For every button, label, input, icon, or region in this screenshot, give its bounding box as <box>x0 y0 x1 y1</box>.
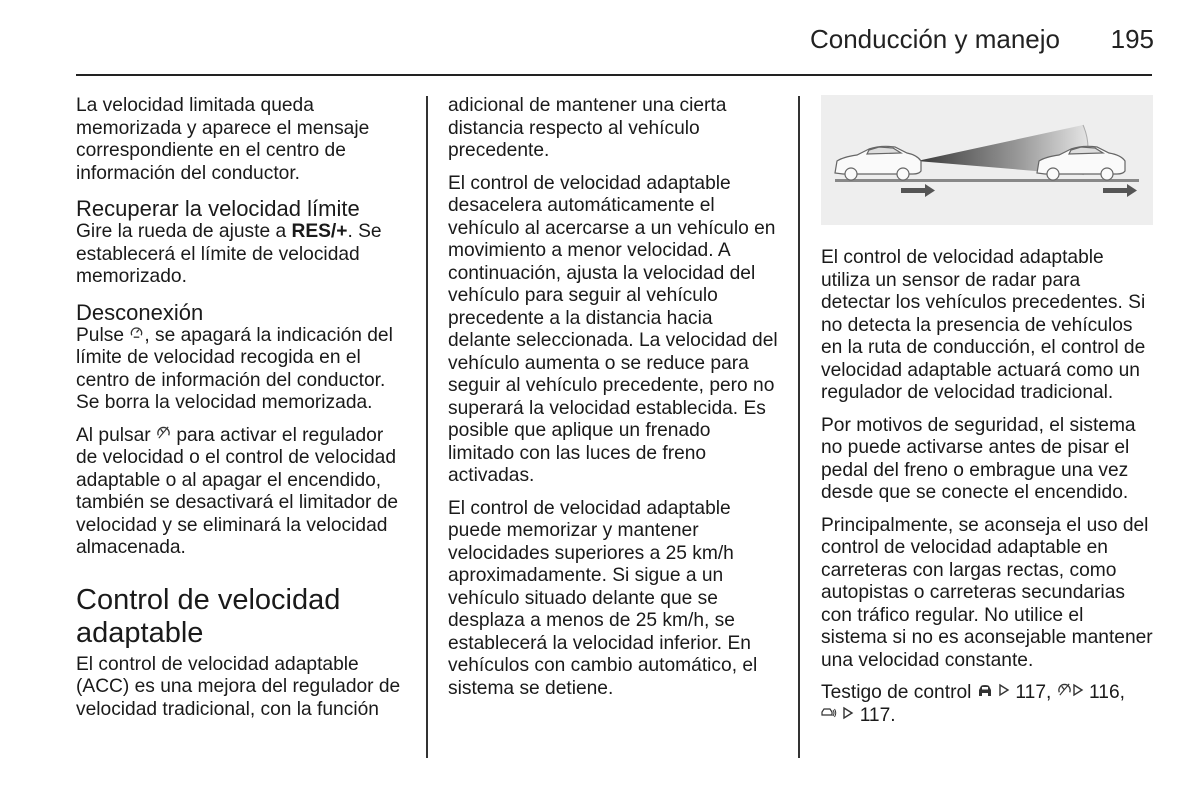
column-2 <box>448 95 778 700</box>
text-fragment: Gire la rueda de ajuste a <box>76 221 292 242</box>
paragraph-acc-decelerate: El control de velocidad adaptable desacelera automáticamente el vehículo al acercarse a un vehículo en movimiento a menor velocidad. A continuación, ajusta la velocidad del vehículo para seguir al vehículo precedente a la distancia hacia delante seleccionada. La velocidad del vehículo aumenta o se reduce para seguir al vehículo precedente, pero no superará la velocidad establecida. Es posible que aplique un frenado limitado con las luces de freno activadas. <box>448 172 778 486</box>
radar-sensor-icon <box>821 705 837 728</box>
paragraph-acc-speeds: El control de velocidad adaptable puede memorizar y mantener velocidades superiores a 25 km/h aproximadamente. Si sigue a un vehículo situado delante que se desplaza a menos de 25 km/h, se establecerá la velocidad inferior. En vehículos con cambio automático, el sistema se detiene. <box>448 497 758 699</box>
separator: , <box>1046 682 1057 703</box>
paragraph-acc-distance: adicional de mantener una cierta distancia respecto al vehículo precedente. <box>448 95 727 161</box>
text-fragment: para activar el regulador de velocidad o el control de velocidad adaptable o al apagar el encendido, también se desactivará el limitador de velocidad y se eliminará la velocidad almacenada. <box>76 424 399 558</box>
heading-acc: Control de velocidad adaptable <box>76 583 341 649</box>
paragraph-recuperar <box>76 221 408 289</box>
cruise-control-icon <box>156 425 171 448</box>
column-1 <box>76 95 408 721</box>
paragraph-control-indicator <box>821 682 1153 727</box>
direction-arrow <box>1103 184 1137 197</box>
res-plus-label: RES/+ <box>291 221 348 242</box>
heading-desconexion: Desconexión <box>76 299 204 325</box>
page-reference-arrow-icon <box>998 682 1010 705</box>
end-punctuation: . <box>890 704 896 726</box>
text-fragment: Testigo de control <box>821 682 977 703</box>
speed-limiter-icon <box>129 325 144 348</box>
direction-arrow <box>901 184 935 197</box>
page-reference-arrow-icon <box>842 705 854 728</box>
heading-recuperar: Recuperar la velocidad límite <box>76 196 360 221</box>
text-fragment: Al pulsar <box>76 424 156 446</box>
paragraph-al-pulsar <box>76 425 408 560</box>
header-divider <box>76 74 1152 76</box>
page-reference[interactable]: 117 <box>1015 682 1047 703</box>
page-reference[interactable]: 116 <box>1089 682 1120 703</box>
paragraph-recommendation: Principalmente, se aconseja el uso del control de velocidad adaptable en carreteras con largas rectas, como autopistas o carreteras secundarias con tráfico regular. No utilice el sistema si no es aconsejable mantener una velocidad constante. <box>821 514 1153 671</box>
text-fragment: Pulse <box>76 324 130 346</box>
page-reference[interactable]: 117 <box>859 704 891 726</box>
vehicle-ahead-icon <box>977 682 993 705</box>
paragraph-radar: El control de velocidad adaptable utiliza un sensor de radar para detectar los vehículos precedentes. Si no detecta la presencia de vehículos en la ruta de conducción, el control de velocidad adaptable actuará como un regulador de velocidad tradicional. <box>821 247 1146 403</box>
own-vehicle <box>835 146 921 180</box>
paragraph-desconexion <box>76 325 408 415</box>
column-divider-2 <box>798 96 800 758</box>
paragraph-acc-intro: El control de velocidad adaptable (ACC) es una mejora del regulador de velocidad tradicional, con la función <box>76 653 401 720</box>
paragraph-safety: Por motivos de seguridad, el sistema no puede activarse antes de pisar el pedal del freno o embrague una vez desde que se conecte el encendido. <box>821 414 1136 503</box>
text-fragment: , se apagará la indicación del límite de velocidad recogida en el centro de información del conductor. Se borra la velocidad memorizada. <box>76 324 393 413</box>
text-fragment: . Se establecerá el límite de velocidad memorizado. <box>76 221 382 287</box>
column-divider-1 <box>426 96 428 758</box>
acc-radar-illustration <box>821 95 1153 225</box>
page-reference-arrow-icon <box>1072 682 1084 705</box>
road-line <box>835 179 1139 182</box>
page-number: 195 <box>1110 24 1154 54</box>
cruise-control-icon <box>1057 682 1072 705</box>
column-3 <box>821 95 1153 727</box>
paragraph-speed-memorized: La velocidad limitada queda memorizada y aparece el mensaje correspondiente en el centro de información del conductor. <box>76 95 370 184</box>
separator: , <box>1119 682 1125 703</box>
section-title: Conducción y manejo <box>809 24 1060 54</box>
